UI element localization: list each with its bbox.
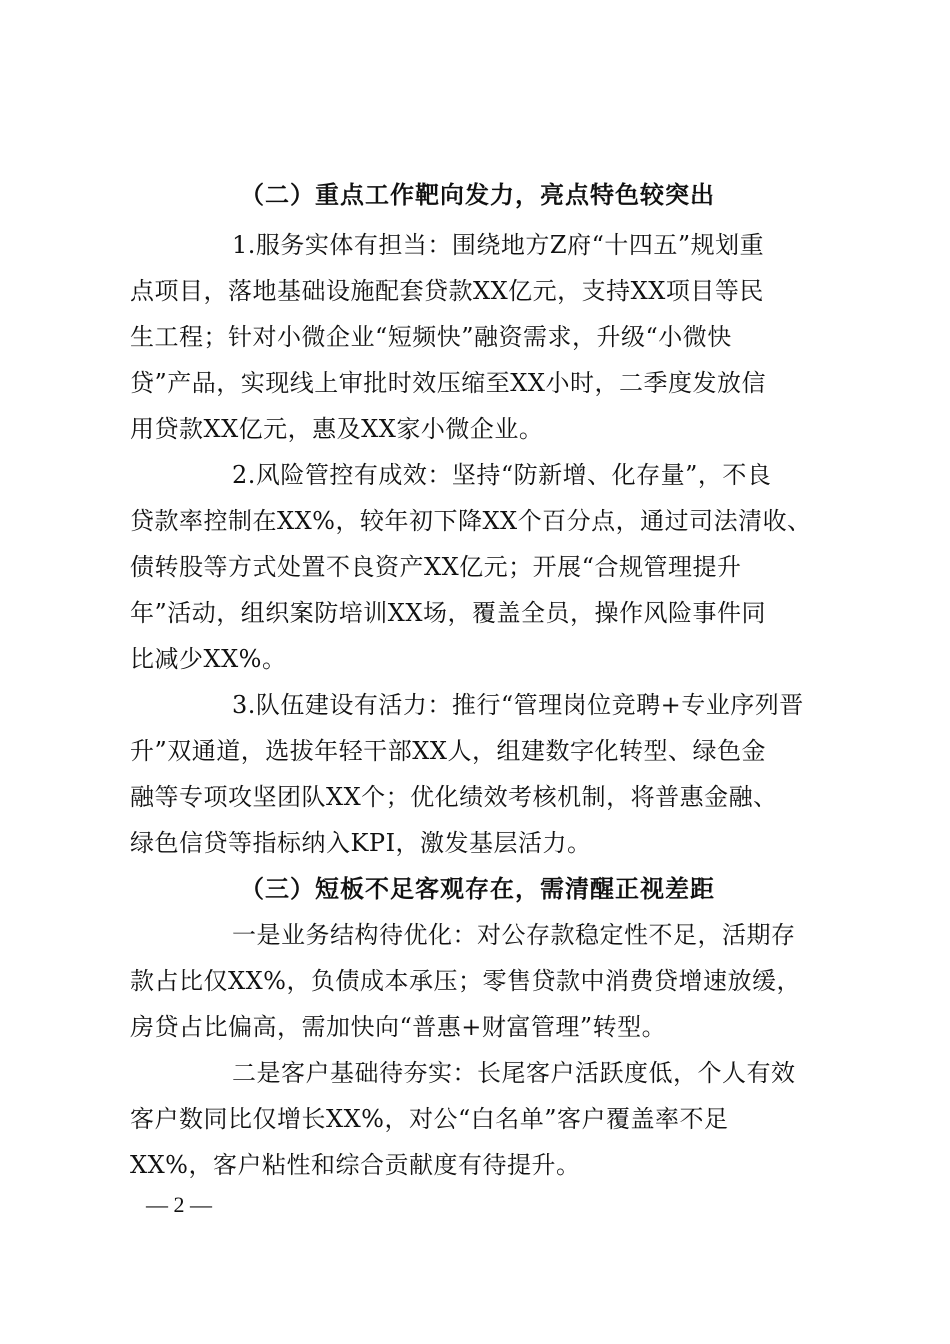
paragraph-line: 2.风险管控有成效：坚持“防新增、化存量”，不良 <box>232 461 772 489</box>
paragraph-line: 升”双通道，选拔年轻干部XX人，组建数字化转型、绿色金 <box>130 737 766 765</box>
paragraph-line: 二是客户基础待夯实：长尾客户活跃度低，个人有效 <box>232 1059 796 1087</box>
paragraph-line: 房贷占比偏高，需加快向“普惠+财富管理”转型。 <box>130 1013 667 1041</box>
paragraph-line: 生工程；针对小微企业“短频快”融资需求，升级“小微快 <box>130 323 732 351</box>
paragraph-line: 年”活动，组织案防培训XX场，覆盖全员，操作风险事件同 <box>130 599 766 627</box>
paragraph-line: 贷”产品，实现线上审批时效压缩至XX小时，二季度发放信 <box>130 369 766 397</box>
paragraph-line: 绿色信贷等指标纳入KPI，激发基层活力。 <box>130 829 592 857</box>
paragraph-line: 比减少XX%。 <box>130 645 287 673</box>
paragraph-line: 贷款率控制在XX%，较年初下降XX个百分点，通过司法清收、 <box>130 507 812 535</box>
paragraph-line: 款占比仅XX%，负债成本承压；零售贷款中消费贷增速放缓， <box>130 967 801 995</box>
page-number: — 2 — <box>146 1192 212 1217</box>
section-heading-3: （三）短板不足客观存在，需清醒正视差距 <box>240 874 715 903</box>
paragraph-line: 债转股等方式处置不良资产XX亿元；开展“合规管理提升 <box>130 553 742 581</box>
paragraph-line: XX%，客户粘性和综合贡献度有待提升。 <box>130 1151 581 1179</box>
paragraph-line: 3.队伍建设有活力：推行“管理岗位竞聘+专业序列晋 <box>232 691 804 719</box>
paragraph-line: 客户数同比仅增长XX%，对公“白名单”客户覆盖率不足 <box>130 1105 729 1133</box>
paragraph-line: 点项目，落地基础设施配套贷款XX亿元，支持XX项目等民 <box>130 277 764 305</box>
paragraph-line: 一是业务结构待优化：对公存款稳定性不足，活期存 <box>232 921 796 949</box>
paragraph-line: 1.服务实体有担当：围绕地方Z府“十四五”规划重 <box>232 231 765 259</box>
paragraph-line: 融等专项攻坚团队XX个；优化绩效考核机制，将普惠金融、 <box>130 783 778 811</box>
section-heading-2: （二）重点工作靶向发力，亮点特色较突出 <box>240 180 715 209</box>
paragraph-line: 用贷款XX亿元，惠及XX家小微企业。 <box>130 415 544 443</box>
